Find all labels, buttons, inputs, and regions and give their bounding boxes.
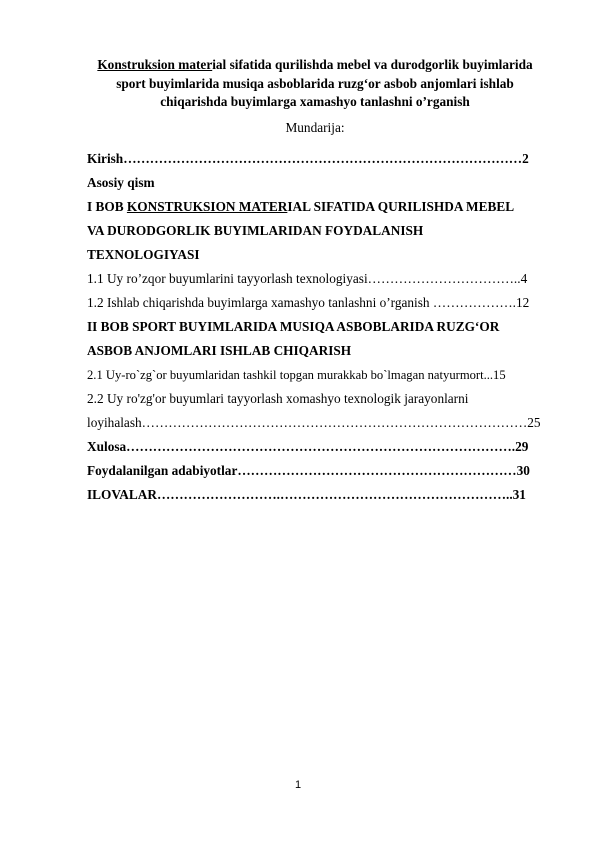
toc-chapter-1-line-3: TEXNOLOGIYASI [87, 247, 200, 262]
toc-chapter-2-line-1: II BOB SPORT BUYIMLARIDA MUSIQA ASBOBLARIDA RUZG‘OR [87, 319, 500, 334]
toc-chapter-2-line-2: ASBOB ANJOMLARI ISHLAB CHIQARISH [87, 343, 352, 358]
toc-chapter-1-line-1 [87, 195, 553, 219]
document-title [80, 56, 550, 112]
table-of-contents [87, 147, 553, 507]
toc-entry-xulosa: Xulosa…………………………………………………………………………….29 [87, 439, 529, 454]
toc-entry-2-1: 2.1 Uy-ro`zg`or buyumlaridan tashkil topgan murakkab bo`lmagan natyurmort...15 [87, 368, 506, 382]
toc-entry-asosiy-qism: Asosiy qism [87, 175, 155, 190]
title-line-1 [80, 56, 550, 75]
contents-heading: Mundarija: [285, 120, 345, 135]
toc-chapter-1-line-2: VA DURODGORLIK BUYIMLARIDAN FOYDALANISH [87, 223, 424, 238]
title-line-3: chiqarishda buyimlarga xamashyo tanlashni o’rganish [160, 94, 470, 109]
title-line-2: sport buyimlarida musiqa asboblarida ruzg‘or asbob anjomlari ishlab [116, 75, 514, 91]
title-line-1-rest: ial sifatida qurilishda mebel va durodgorlik buyimlarida [212, 57, 533, 72]
toc-entry-kirish: Kirish………………………………………………………………………………2 [87, 151, 529, 166]
toc-entry-2-2-line-1: 2.2 Uy ro'zg'or buyumlari tayyorlash xomashyo texnologik jarayonlarni [87, 391, 469, 406]
toc-entry-ilovalar: ILOVALAR……………………….……………………………………………..31 [87, 487, 526, 502]
toc-chapter-1-rest: IAL SIFATIDA QURILISHDA MEBEL [287, 199, 515, 214]
title-underlined-text: Konstruksion mater [97, 57, 213, 72]
toc-chapter-1-prefix: I BOB [87, 199, 127, 214]
toc-entry-1-2: 1.2 Ishlab chiqarishda buyimlarga xamashyo tanlashni o’rganish ……………….12 [87, 295, 530, 310]
page-number: 1 [294, 779, 302, 791]
toc-entry-foydalanilgan-adabiyotlar: Foydalanilgan adabiyotlar………………………………………………………30 [87, 463, 530, 478]
toc-entry-2-2-line-2: loyihalash……………………………………………………………………………25 [87, 415, 541, 430]
toc-chapter-1-underlined: KONSTRUKSION MATER [126, 199, 288, 214]
toc-entry-1-1: 1.1 Uy ro’zqor buyumlarini tayyorlash texnologiyasi……………………………..4 [87, 271, 528, 286]
